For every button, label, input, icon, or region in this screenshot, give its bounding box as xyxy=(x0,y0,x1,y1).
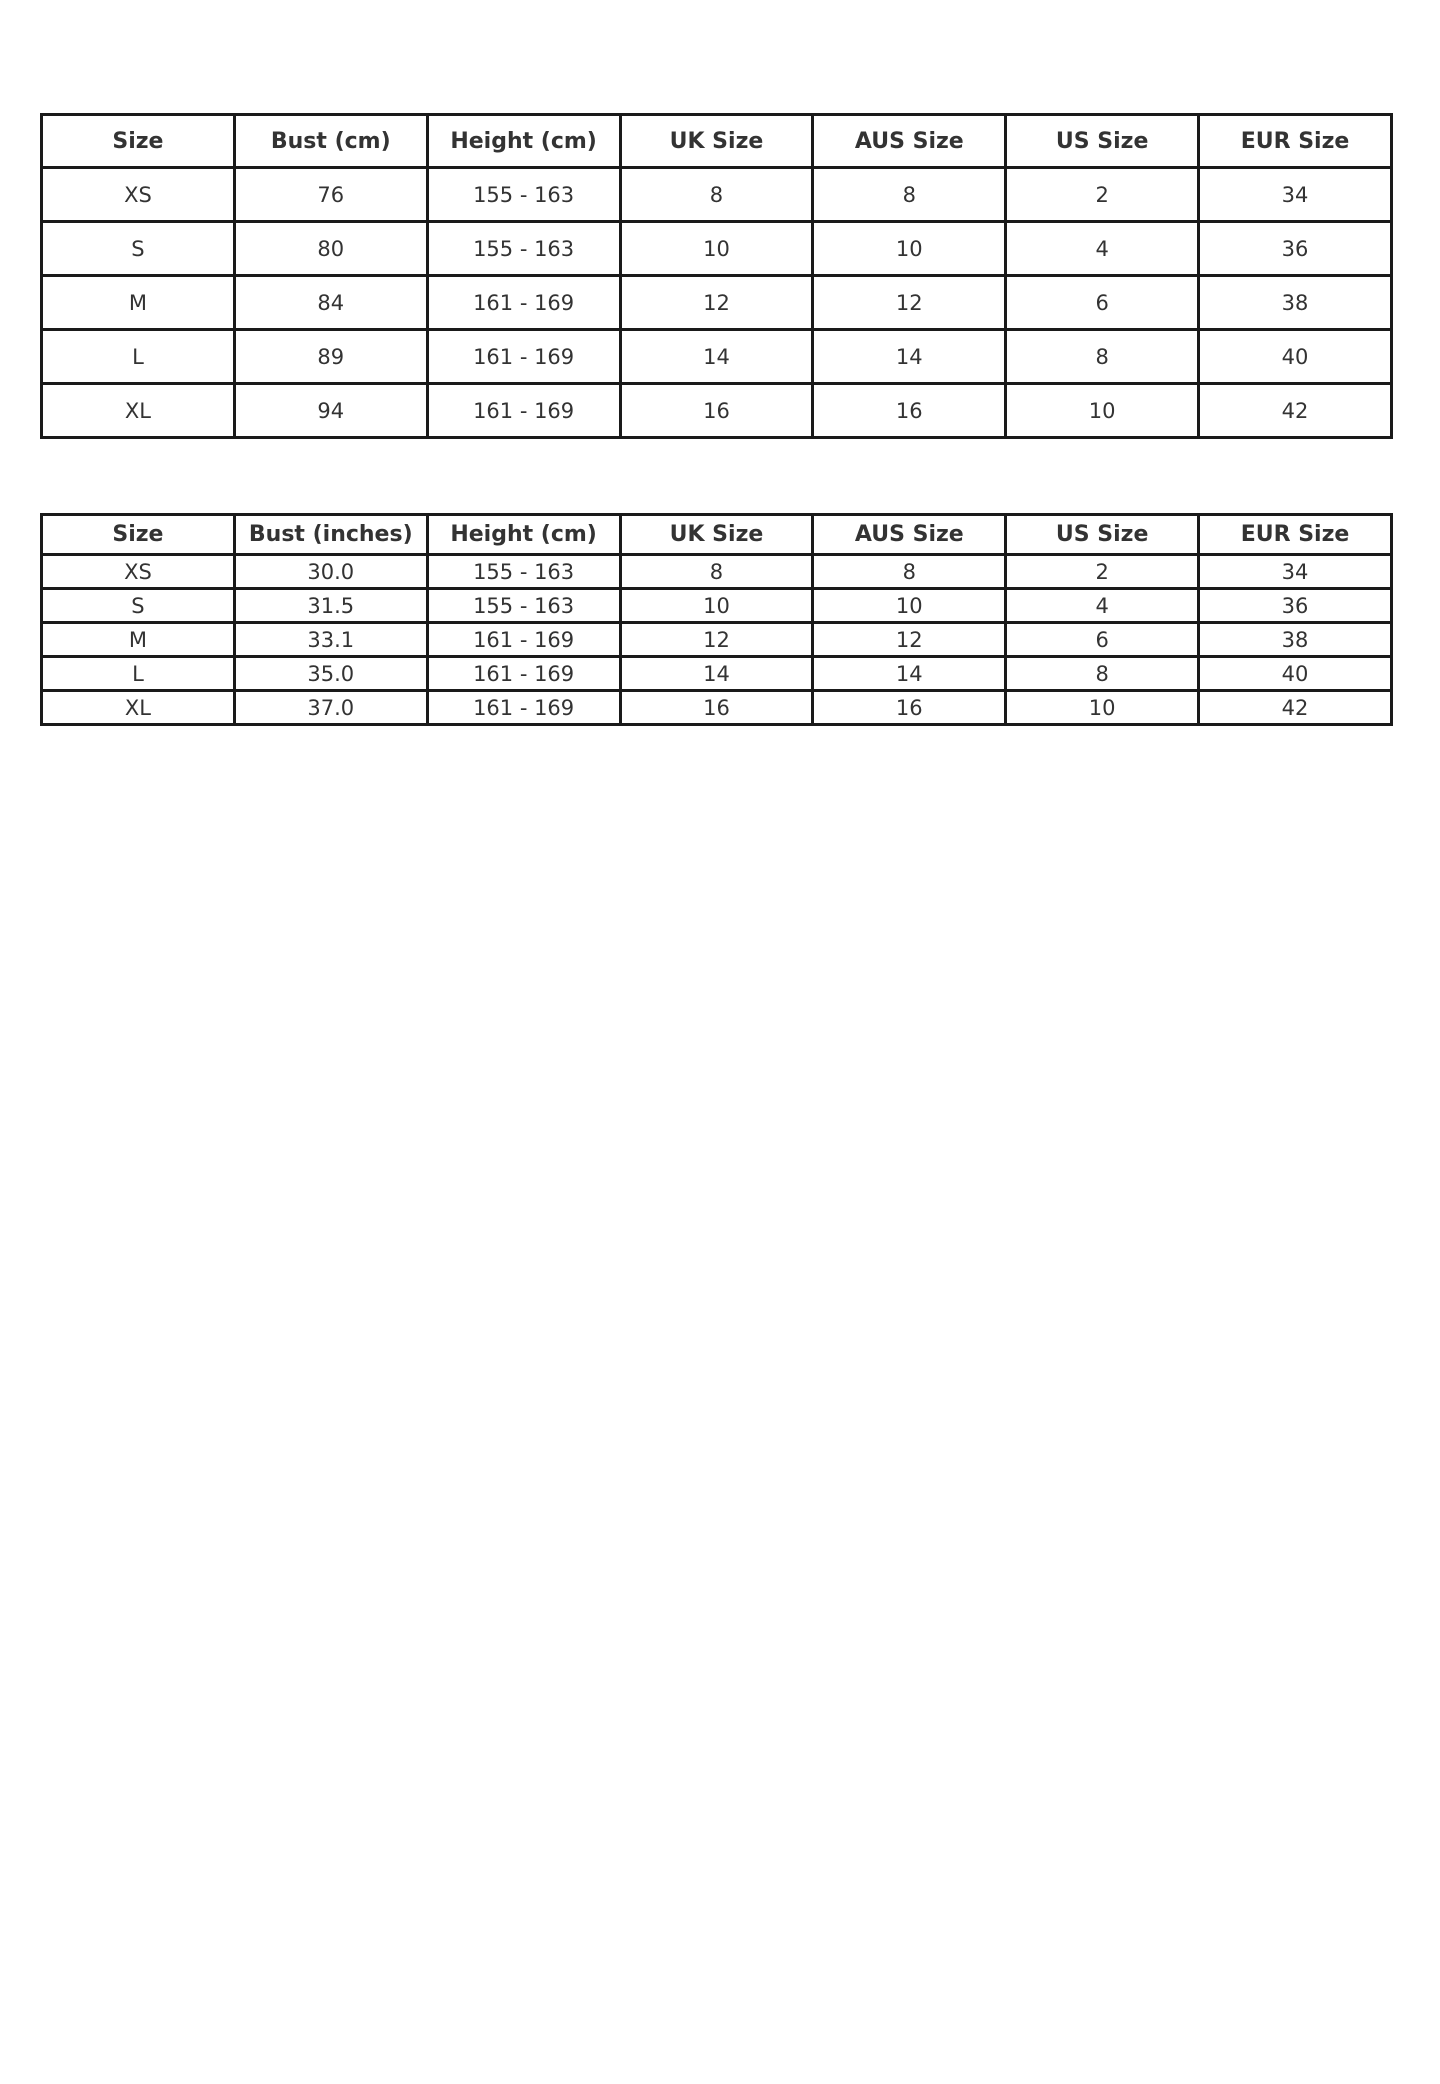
table-cell: 16 xyxy=(813,691,1006,725)
column-header: Bust (cm) xyxy=(234,115,427,168)
column-header: UK Size xyxy=(620,115,813,168)
column-header: US Size xyxy=(1006,115,1199,168)
table-cell: 42 xyxy=(1199,691,1392,725)
table-cell: 2 xyxy=(1006,168,1199,222)
table-row xyxy=(42,276,1392,330)
table-cell: 4 xyxy=(1006,222,1199,276)
table-cell: 12 xyxy=(813,276,1006,330)
size-chart-inches-header xyxy=(42,515,1392,555)
header-row xyxy=(42,115,1392,168)
table-cell: 40 xyxy=(1199,657,1392,691)
table-cell: 14 xyxy=(620,330,813,384)
table-cell: 161 - 169 xyxy=(427,330,620,384)
column-header: UK Size xyxy=(620,515,813,555)
table-cell: 10 xyxy=(813,222,1006,276)
table-cell: 94 xyxy=(234,384,427,438)
table-cell: 10 xyxy=(1006,384,1199,438)
table-cell: 84 xyxy=(234,276,427,330)
column-header: AUS Size xyxy=(813,115,1006,168)
table-cell: 35.0 xyxy=(234,657,427,691)
table-cell: M xyxy=(42,276,235,330)
table-cell: 36 xyxy=(1199,589,1392,623)
table-cell: 80 xyxy=(234,222,427,276)
table-cell: 40 xyxy=(1199,330,1392,384)
table-cell: S xyxy=(42,589,235,623)
table-cell: 8 xyxy=(1006,657,1199,691)
table-cell: 161 - 169 xyxy=(427,691,620,725)
table-cell: 6 xyxy=(1006,623,1199,657)
table-cell: 14 xyxy=(620,657,813,691)
table-row xyxy=(42,589,1392,623)
size-chart-cm-header xyxy=(42,115,1392,168)
table-cell: 10 xyxy=(1006,691,1199,725)
table-row xyxy=(42,691,1392,725)
table-cell: 12 xyxy=(620,276,813,330)
table-cell: 42 xyxy=(1199,384,1392,438)
table-cell: XL xyxy=(42,691,235,725)
table-cell: 10 xyxy=(813,589,1006,623)
table-cell: 155 - 163 xyxy=(427,168,620,222)
table-cell: 8 xyxy=(1006,330,1199,384)
table-cell: 155 - 163 xyxy=(427,555,620,589)
table-row xyxy=(42,555,1392,589)
column-header: Size xyxy=(42,115,235,168)
table-cell: 33.1 xyxy=(234,623,427,657)
table-cell: 34 xyxy=(1199,555,1392,589)
table-cell: 8 xyxy=(813,168,1006,222)
table-row xyxy=(42,168,1392,222)
column-header: EUR Size xyxy=(1199,515,1392,555)
table-row xyxy=(42,330,1392,384)
size-chart-inches-table xyxy=(40,513,1393,726)
table-row xyxy=(42,384,1392,438)
table-cell: 161 - 169 xyxy=(427,276,620,330)
table-cell: 37.0 xyxy=(234,691,427,725)
table-cell: 16 xyxy=(620,691,813,725)
table-cell: L xyxy=(42,657,235,691)
table-cell: 6 xyxy=(1006,276,1199,330)
table-cell: 14 xyxy=(813,330,1006,384)
column-header: US Size xyxy=(1006,515,1199,555)
column-header: Size xyxy=(42,515,235,555)
size-chart-cm-body xyxy=(42,168,1392,438)
table-cell: 8 xyxy=(813,555,1006,589)
table-cell: 161 - 169 xyxy=(427,657,620,691)
table-cell: XS xyxy=(42,555,235,589)
column-header: Height (cm) xyxy=(427,515,620,555)
column-header: EUR Size xyxy=(1199,115,1392,168)
header-row xyxy=(42,515,1392,555)
table-cell: L xyxy=(42,330,235,384)
table-row xyxy=(42,222,1392,276)
table-cell: 2 xyxy=(1006,555,1199,589)
table-row xyxy=(42,657,1392,691)
table-cell: 8 xyxy=(620,555,813,589)
table-cell: 10 xyxy=(620,589,813,623)
size-chart-cm-table xyxy=(40,113,1393,439)
table-cell: 155 - 163 xyxy=(427,222,620,276)
table-cell: 155 - 163 xyxy=(427,589,620,623)
table-cell: 12 xyxy=(813,623,1006,657)
table-cell: 38 xyxy=(1199,276,1392,330)
table-cell: M xyxy=(42,623,235,657)
table-cell: 161 - 169 xyxy=(427,623,620,657)
column-header: AUS Size xyxy=(813,515,1006,555)
table-cell: 38 xyxy=(1199,623,1392,657)
column-header: Bust (inches) xyxy=(234,515,427,555)
table-cell: 10 xyxy=(620,222,813,276)
table-cell: 89 xyxy=(234,330,427,384)
table-row xyxy=(42,623,1392,657)
table-cell: 76 xyxy=(234,168,427,222)
column-header: Height (cm) xyxy=(427,115,620,168)
table-cell: 16 xyxy=(813,384,1006,438)
table-cell: XS xyxy=(42,168,235,222)
table-cell: 14 xyxy=(813,657,1006,691)
table-cell: 161 - 169 xyxy=(427,384,620,438)
table-cell: 12 xyxy=(620,623,813,657)
table-cell: S xyxy=(42,222,235,276)
table-cell: 30.0 xyxy=(234,555,427,589)
table-cell: 34 xyxy=(1199,168,1392,222)
table-cell: 4 xyxy=(1006,589,1199,623)
table-cell: 36 xyxy=(1199,222,1392,276)
size-chart-inches-body xyxy=(42,555,1392,725)
table-cell: 8 xyxy=(620,168,813,222)
table-cell: 31.5 xyxy=(234,589,427,623)
table-cell: XL xyxy=(42,384,235,438)
table-cell: 16 xyxy=(620,384,813,438)
